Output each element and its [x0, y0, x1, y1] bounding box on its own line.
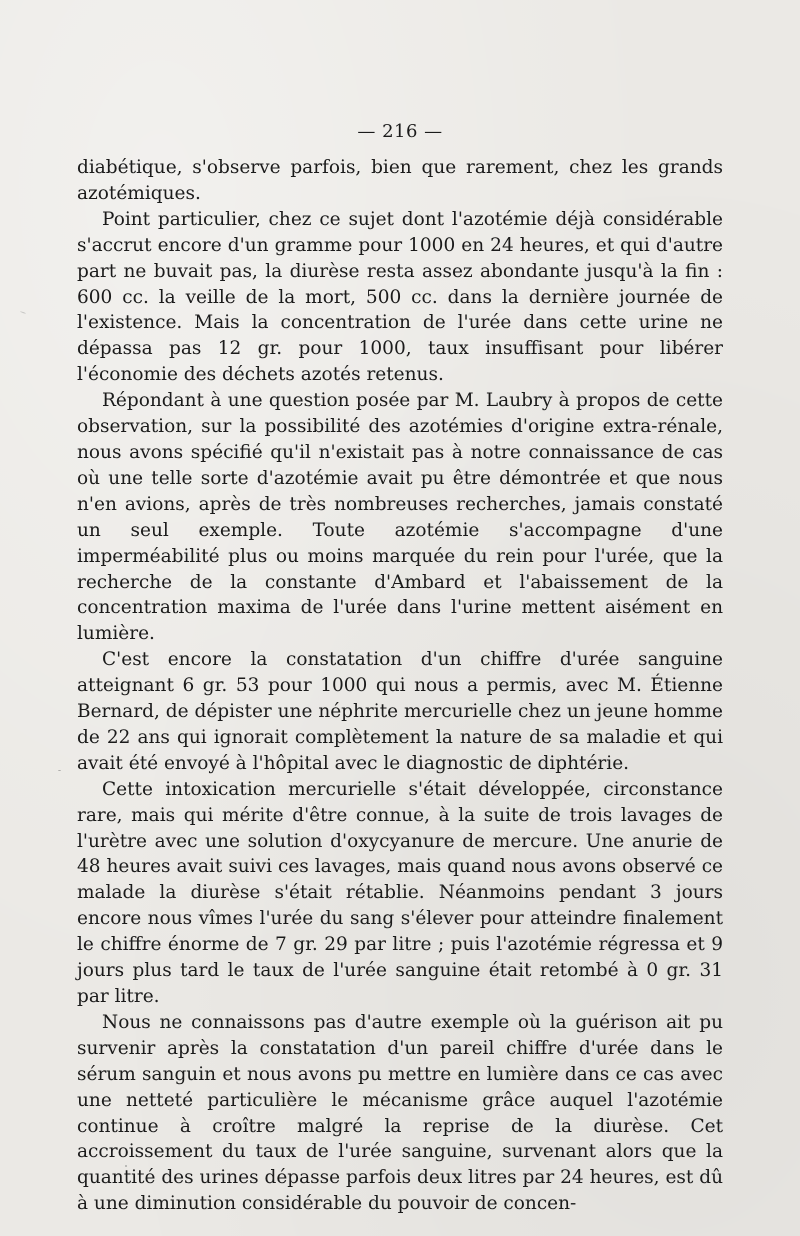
paragraph-continuation: diabétique, s'observe parfois, bien que rarement, chez les grands azotémiques. — [77, 157, 723, 204]
paper-speck — [58, 770, 61, 771]
paragraph-repondant: Répondant à une question posée par M. Laubry à propos de cette observation, sur la possibilité des azotémies d'origine extra-rénale, nous avons spécifié qu'il n'existait pas à notre connaissance de cas où une telle sorte d'azotémie avait pu être démontrée et que nous n'en avions, après de très nombreuses recherches, jamais constaté un seul exemple. Toute azotémie s'accompagne d'une imperméabilité plus ou moins marquée du rein pour l'urée, que la recherche de la constante d'Ambard et l'abaissement de la concentration maxima de l'urée dans l'urine mettent aisément en lumière. — [77, 390, 723, 645]
paragraph-point-particulier: Point particulier, chez ce sujet dont l'azotémie déjà considérable s'accrut encore d'un gramme pour 1000 en 24 heures, et qui d'autre part ne buvait pas, la diurèse resta assez abondante jusqu'à la fin : 600 cc. la veille de la mort, 500 cc. dans la dernière journée de l'existence. Mais la concentration de l'urée dans cette urine ne dépassa pas 12 gr. pour 1000, taux insuffisant pour libérer l'économie des déchets azotés retenus. — [77, 208, 723, 386]
page-number: — 216 — — [357, 121, 443, 142]
body-text — [77, 155, 723, 1217]
paragraph-intoxication: Cette intoxication mercurielle s'était développée, circonstance rare, mais qui mérite d'être connue, à la suite de trois lavages de l'urètre avec une solution d'oxycyanure de mercure. Une anurie de 48 heures avait suivi ces lavages, mais quand nous avons observé ce malade la diurèse s'était rétablie. Néanmoins pendant 3 jours encore nous vîmes l'urée du sang s'élever pour atteindre finalement le chiffre énorme de 7 gr. 29 par litre ; puis l'azotémie régressa et 9 jours plus tard le taux de l'urée sanguine était retombé à 0 gr. 31 par litre. — [77, 778, 723, 1007]
paper-speck — [125, 1165, 127, 1167]
paper-speck — [20, 311, 26, 314]
paragraph-guerison: Nous ne connaissons pas d'autre exemple où la guérison ait pu survenir après la constatation d'un pareil chiffre d'urée dans le sérum sanguin et nous avons pu mettre en lumière dans ce cas avec une netteté particulière le mécanisme grâce auquel l'azotémie continue à croître malgré la reprise de la diurèse. Cet accroissement du taux de l'urée sanguine, survenant alors que la quantité des urines dépasse parfois deux litres par 24 heures, est dû à une diminution considérable du pouvoir de concen- — [77, 1011, 723, 1215]
paragraph-constatation: C'est encore la constatation d'un chiffre d'urée sanguine atteignant 6 gr. 53 pour 1000 qui nous a permis, avec M. Étienne Bernard, de dépister une néphrite mercurielle chez un jeune homme de 22 ans qui ignorait complètement la nature de sa maladie et qui avait été envoyé à l'hôpital avec le diagnostic de diphtérie. — [77, 649, 723, 774]
